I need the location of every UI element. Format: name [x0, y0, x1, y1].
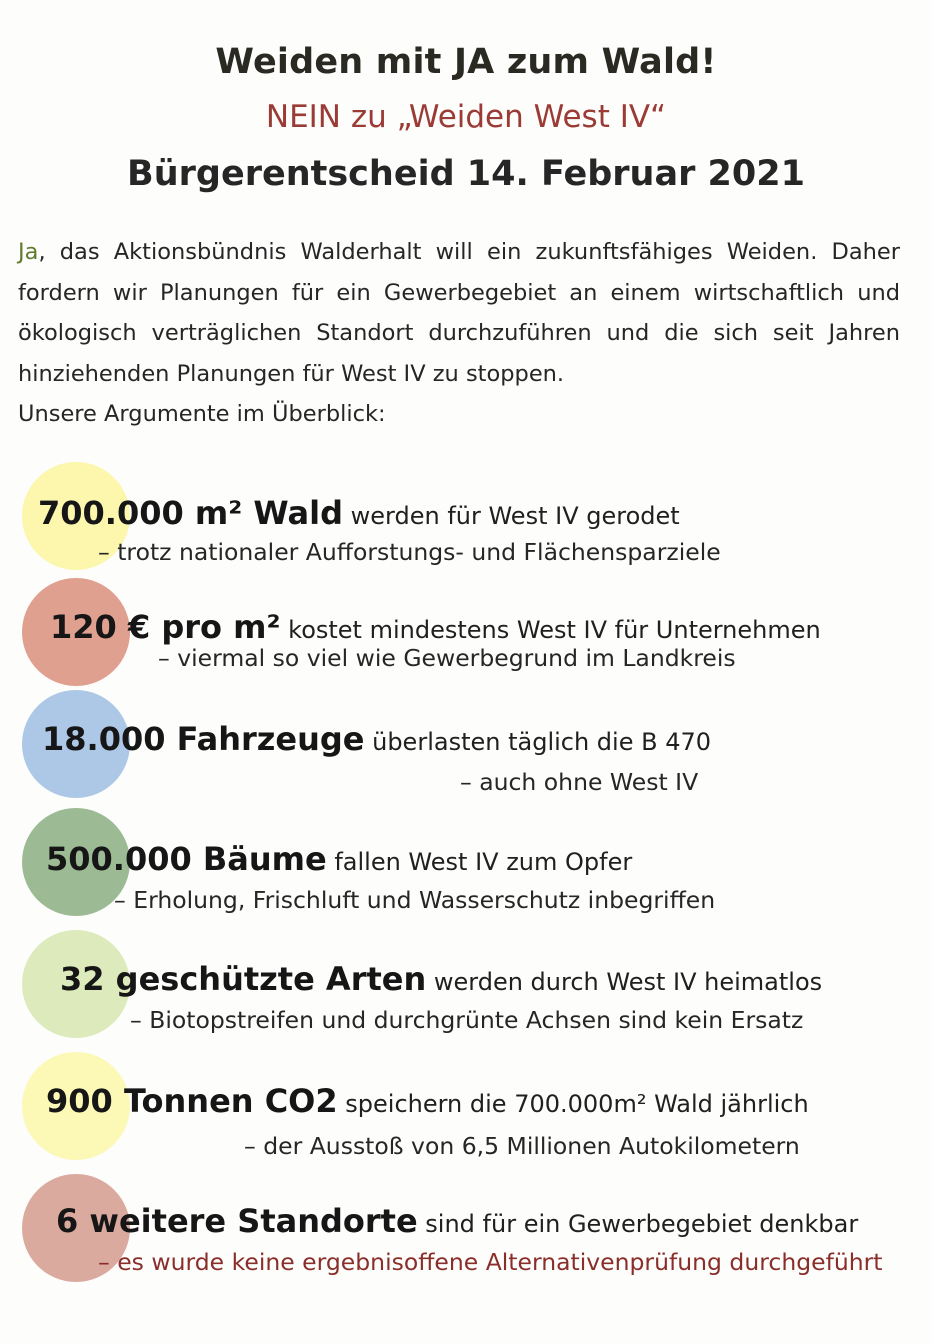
argument-item-locations [0, 1174, 932, 1284]
intro-overview: Unsere Argumente im Überblick: [18, 401, 386, 427]
referendum-date-title: Bürgerentscheid 14. Februar 2021 [127, 154, 805, 194]
page-title: Weiden mit JA zum Wald! [215, 42, 717, 82]
argument-item-species [0, 930, 932, 1040]
argument-headline [50, 608, 821, 646]
argument-text: sind für ein Gewerbegebiet denkbar [417, 1210, 859, 1238]
intro-text: , das Aktionsbündnis Walderhalt will ein zukunftsfähiges Weiden. Daher fordern wir Planungen für ein Gewerbegebiet an einem wirtschaftlich und ökologisch verträglichen Standort durchzuführen und die sich seit Jahren hinziehenden Planungen für West IV zu stoppen. [18, 239, 900, 387]
argument-item-price [0, 578, 932, 688]
page-subtitle: NEIN zu „Weiden West IV“ [265, 99, 667, 135]
argument-key-figure: 120 € pro m² [50, 608, 281, 646]
argument-text: fallen West IV zum Opfer [326, 848, 633, 876]
argument-detail: – trotz nationaler Aufforstungs- und Flächensparziele [98, 538, 721, 566]
argument-text: speichern die 700.000m² Wald jährlich [337, 1090, 809, 1118]
argument-key-figure: 18.000 Fahrzeuge [42, 720, 365, 758]
argument-item-traffic [0, 690, 932, 800]
argument-key-figure: 500.000 Bäume [46, 840, 327, 878]
argument-headline [42, 720, 711, 758]
flyer-header [0, 38, 932, 198]
argument-detail: – Erholung, Frischluft und Wasserschutz inbegriffen [114, 886, 716, 914]
intro-ja-word: Ja [18, 239, 39, 265]
argument-text: werden für West IV gerodet [343, 502, 680, 530]
argument-key-figure: 6 weitere Standorte [56, 1202, 418, 1240]
argument-item-trees [0, 808, 932, 918]
argument-headline [46, 840, 632, 878]
argument-detail: – Biotopstreifen und durchgrünte Achsen sind kein Ersatz [130, 1006, 804, 1034]
argument-headline [46, 1082, 809, 1120]
argument-key-figure: 32 geschützte Arten [60, 960, 427, 998]
argument-key-figure: 900 Tonnen CO2 [46, 1082, 338, 1120]
argument-headline [60, 960, 822, 998]
intro-paragraph [18, 232, 900, 435]
argument-key-figure: 700.000 m² Wald [38, 494, 344, 532]
argument-item-co2 [0, 1052, 932, 1162]
argument-headline [38, 494, 680, 532]
argument-text: überlasten täglich die B 470 [364, 728, 712, 756]
argument-detail: – auch ohne West IV [460, 768, 699, 796]
argument-detail: – es wurde keine ergebnisoffene Alternativenprüfung durchgeführt [98, 1248, 883, 1276]
argument-text: werden durch West IV heimatlos [426, 968, 823, 996]
argument-detail: – der Ausstoß von 6,5 Millionen Autokilometern [244, 1132, 800, 1160]
argument-detail: – viermal so viel wie Gewerbegrund im Landkreis [158, 644, 736, 672]
argument-text: kostet mindestens West IV für Unternehmen [280, 616, 821, 644]
argument-headline [56, 1202, 858, 1240]
argument-item-forest [0, 462, 932, 572]
